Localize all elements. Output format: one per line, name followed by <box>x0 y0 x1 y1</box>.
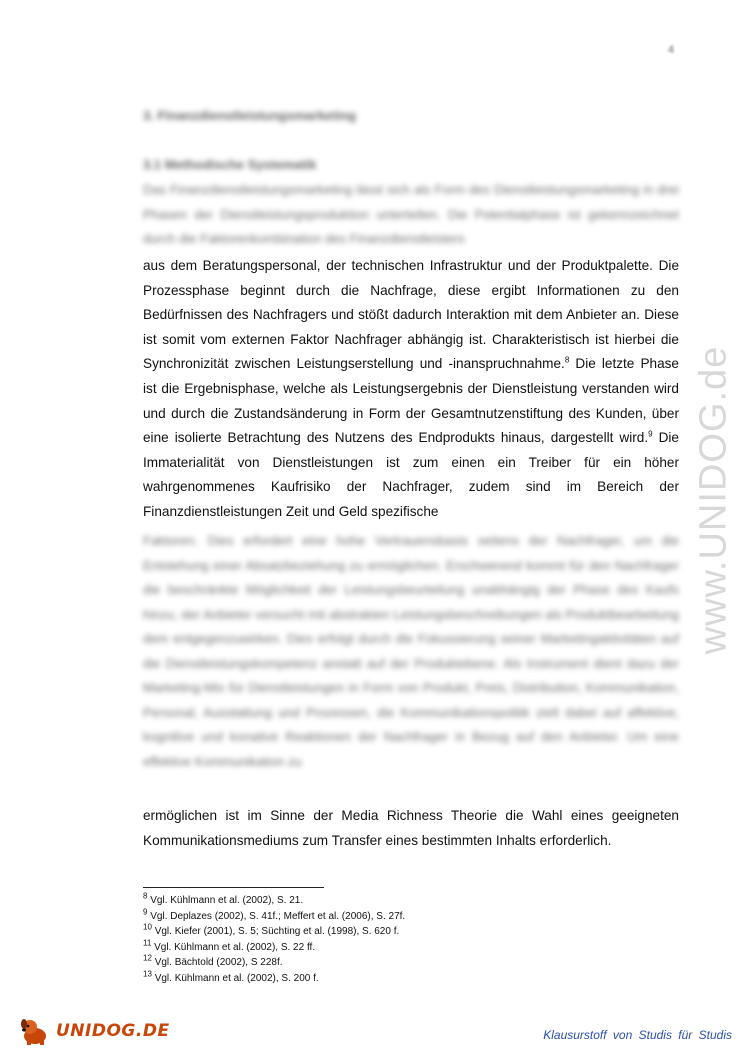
watermark-text: www.UNIDOG.de <box>692 345 735 655</box>
slogan: Klausurstoff von Studis für Studis <box>543 1028 732 1042</box>
paragraph-text-3: Die Immaterialität von Dienstleistungen ist zum einen ein Treiber für ein höher wahrgenommenes Kaufrisiko der Nachfrager, zudem sind im Bereich der Finanzdienstleistungen Zeit und Geld spezifische <box>143 430 679 519</box>
footnote-13: $^{13}$ Vgl. Kühlmann et al. (2002), S. 200 f. <box>143 969 319 984</box>
chapter-heading: 3. Finanzdienstleistungsmarketing <box>143 108 357 123</box>
footnote-ref-8[interactable]: 8 <box>564 355 570 365</box>
footnote-9: $^9$ Vgl. Deplazes (2002), S. 41f.; Meffert et al. (2006), S. 27f. <box>143 907 406 922</box>
paragraph-text-1: aus dem Beratungspersonal, der technischen Infrastruktur und der Produktpalette. Die Prozessphase beginnt durch die Nachfrage, diese ergibt Informationen zu den Bedürfnissen des Nachfragers und stößt dadurch Interaktion mit dem Anbieter an. Diese ist somit vom externen Faktor Nachfrager abhängig ist. Charakteristisch ist hierbei die Synchronizität zwischen Leistungserstellung und -inanspruchnahme. <box>143 258 679 372</box>
visible-paragraph-end <box>143 804 679 853</box>
footnotes <box>143 893 405 986</box>
footnote-ref-9[interactable]: 9 <box>648 429 653 439</box>
footnote-11: $^{11}$ Vgl. Kühlmann et al. (2002), S. 22 ff. <box>143 938 316 953</box>
footnote-10: $^{10}$ Vgl. Kiefer (2001), S. 5; Süchting et al. (1998), S. 620 f. <box>143 922 400 937</box>
paragraph-text-2: Die letzte Phase ist die Ergebnisphase, welche als Leistungsergebnis der Dienstleistung verstanden wird und durch die Zustandsänderung in Form der Gesamtnutzenstiftung des Kunden, über eine isolierte Betrachtung des Nutzens des Endprodukts hinaus, dargestellt wird. <box>143 356 679 446</box>
footnote-8: $^8$ Vgl. Kühlmann et al. (2002), S. 21. <box>143 891 304 906</box>
visible-paragraph <box>143 254 679 525</box>
footnote-divider <box>143 887 324 888</box>
page-number: 4 <box>668 44 675 56</box>
blurred-middle-text: Faktoren. Dies erfordert eine hohe Vertrauensbasis seitens der Nachfrager, um die Entstehung einer Absatzbeziehung zu ermöglichen. Erschwerend kommt für den Nachfrager die beschränkte Möglichkeit der Leistungsbeurteilung unabhängig der Phase des Kaufs hinzu, der Anbieter versucht mit abstrakten Leistungsbeschreibungen als Produktbearbeitung dem entgegenzuwirken. Dies erfolgt durch die Fokussierung seiner Marketingaktivitäten auf die Dienstleistungskompetenz anstatt auf der Produktebene. Als Instrument dient dazu der Marketing-Mix für Dienstleistungen in Form von Produkt, Preis, Distribution, Kommunikation, Personal, Ausstattung und Prozessen, die Kommunikationspolitik zielt dabei auf affektive, kognitive und konative Reaktionen der Nachfrager in Bezug auf den Anbieter. Um eine effektive Kommunikation zu <box>143 533 679 769</box>
blurred-intro-text: Das Finanzdienstleistungsmarketing lässt sich als Form des Dienstleistungsmarketing in drei Phasen der Dienstleistungsproduktion unterteilen. Die Potentialphase ist gekennzeichnet durch die Faktorenkombination des Finanzdienstleisters <box>143 182 679 246</box>
footnote-12: $^{12}$ Vgl. Bächtold (2002), S 228f. <box>143 953 283 968</box>
section-heading: 3.1 Methodische Systematik <box>143 157 317 172</box>
watermark <box>694 280 734 720</box>
dog-icon <box>18 1016 52 1046</box>
unidog-logo[interactable] <box>18 1016 170 1046</box>
logo-text: UNIDOG.DE <box>56 1021 170 1041</box>
paragraph-text-end: ermöglichen ist im Sinne der Media Richness Theorie die Wahl eines geeigneten Kommunikationsmediums zum Transfer eines bestimmten Inhalts erforderlich. <box>143 808 679 848</box>
